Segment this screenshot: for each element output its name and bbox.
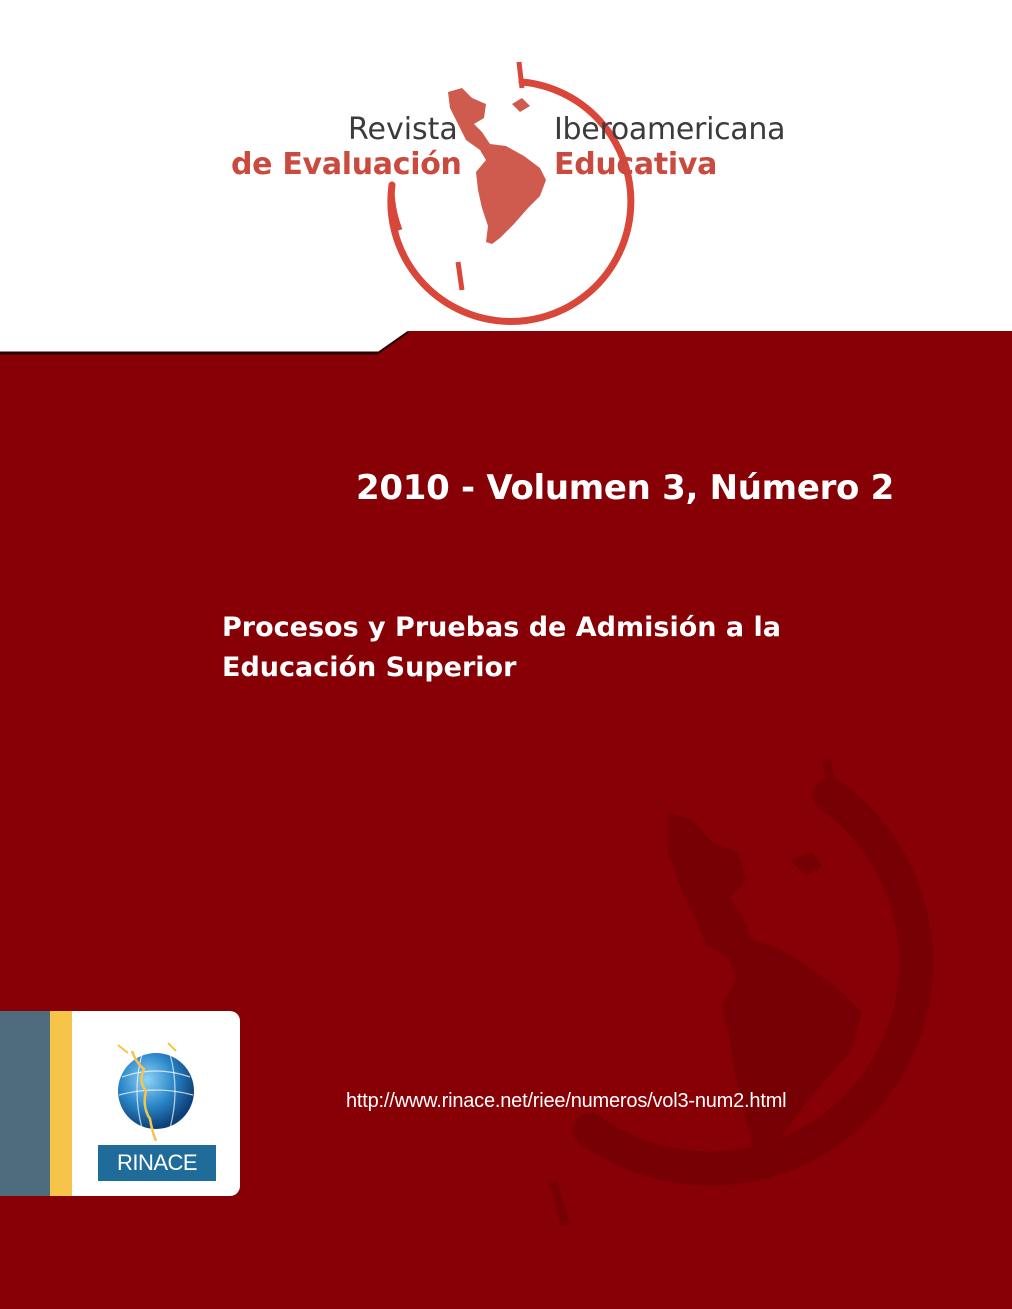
logo-emblem-icon: [0, 0, 1012, 330]
badge-stripe-yellow: [50, 1011, 72, 1196]
issue-theme-line-1: Procesos y Pruebas de Admisión a la: [222, 612, 781, 643]
rinace-label: RINACE: [98, 1145, 216, 1181]
journal-logo: [0, 0, 1012, 330]
rinace-badge[interactable]: [0, 1011, 240, 1196]
rinace-globe-icon: [72, 1011, 240, 1141]
logo-word-revista: Revista: [348, 112, 458, 147]
logo-word-iberoamericana: Iberoamericana: [554, 112, 786, 147]
issue-theme-line-2: Educación Superior: [222, 652, 517, 683]
issue-title: 2010 - Volumen 3, Número 2: [356, 468, 894, 508]
badge-stripe-blue: [0, 1011, 50, 1196]
logo-word-de-evaluacion: de Evaluación: [231, 147, 462, 182]
issue-url-link[interactable]: http://www.rinace.net/riee/numeros/vol3-num2.html: [346, 1090, 787, 1112]
rinace-logo-card: [72, 1011, 240, 1196]
issue-theme: [222, 608, 781, 688]
logo-word-educativa: Educativa: [554, 147, 718, 182]
